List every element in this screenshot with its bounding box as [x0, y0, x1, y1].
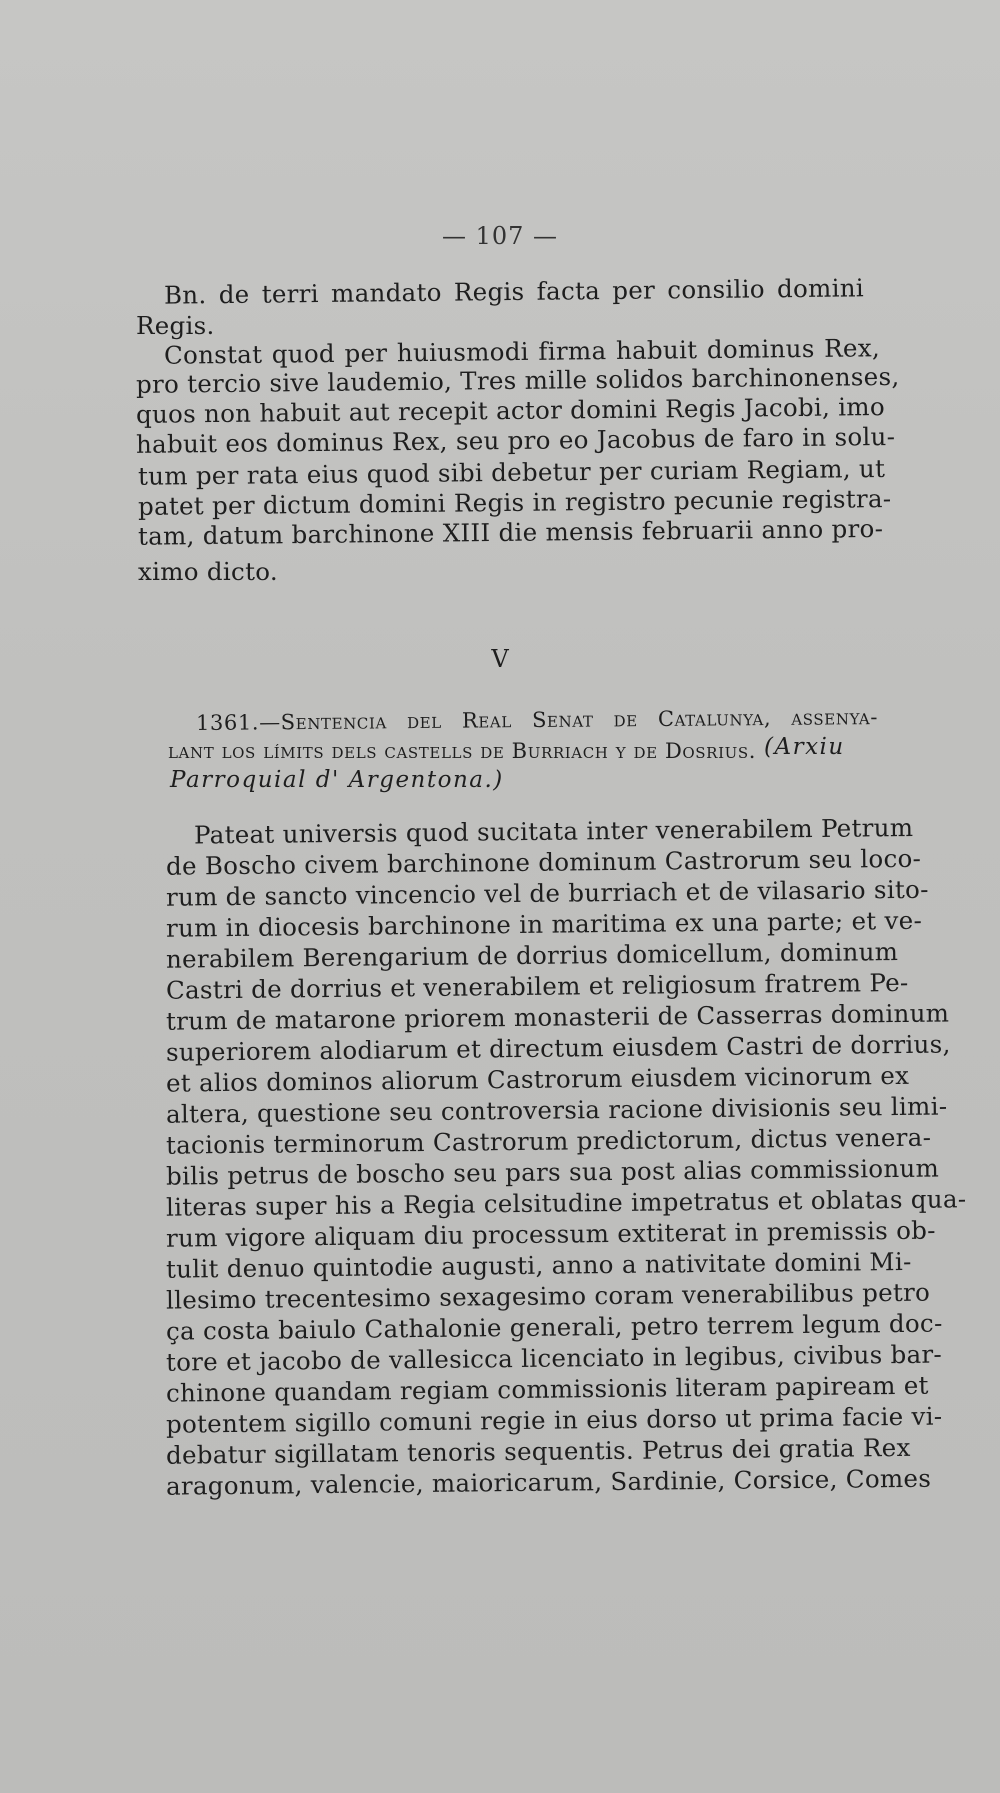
- text-line: aragonum, valencie, maioricarum, Sardinie, Corsice, Comes: [165, 1463, 932, 1501]
- text-line: Regis.: [136, 311, 215, 340]
- text-line: rum de sancto vincencio vel de burriach et de vilasario sito-: [165, 874, 929, 912]
- text-line: et alios dominos aliorum Castrorum eiusdem vicinorum ex: [165, 1060, 910, 1098]
- text-line: rum vigore aliquam diu processum extiterat in premissis ob-: [165, 1215, 936, 1253]
- text-line: bilis petrus de boscho seu pars sua post alias commissionum: [165, 1153, 940, 1191]
- heading-line: lant los límits dels castells de Burriach y de Dosrius.: [168, 739, 756, 763]
- text-line: patet per dictum domini Regis in registro pecunie registra-: [137, 483, 892, 521]
- text-line: ximo dicto.: [138, 557, 278, 586]
- text-line: nerabilem Berengarium de dorrius domicellum, dominum: [165, 937, 899, 974]
- text-line: altera, questione seu controversia racione divisionis seu limi-: [165, 1091, 948, 1129]
- text-line: superiorem alodiarum et directum eiusdem Castri de dorrius,: [165, 1029, 951, 1067]
- text-line: de Boscho civem barchinone dominum Castrorum seu loco-: [165, 843, 922, 881]
- text-line: trum de matarone priorem monasterii de Casserras dominum: [165, 998, 950, 1036]
- text-line: habuit eos dominus Rex, seu pro eo Jacobus de faro in solu-: [135, 421, 896, 459]
- text-line: chinone quandam regiam commissionis literam papiream et: [165, 1370, 929, 1408]
- text-line: tum per rata eius quod sibi debetur per curiam Regiam, ut: [137, 453, 886, 491]
- heading-source: Parroquial d' Argentona.): [170, 767, 504, 793]
- text-line: potentem sigillo comuni regie in eius dorso ut prima facie vi-: [165, 1401, 943, 1439]
- page-number: — 107 —: [441, 222, 559, 250]
- text-line: Constat quod per huiusmodi firma habuit dominus Rex,: [163, 333, 881, 370]
- text-line: debatur sigillatam tenoris sequentis. Petrus dei gratia Rex: [165, 1432, 911, 1470]
- text-line: tore et jacobo de vallesicca licenciato in legibus, civibus bar-: [165, 1339, 943, 1377]
- text-line: literas super his a Regia celsitudine impetratus et oblatas qua-: [165, 1184, 967, 1222]
- text-line: tulit denuo quintodie augusti, anno a nativitate domini Mi-: [165, 1246, 912, 1284]
- text-line: ça costa baiulo Cathalonie generali, petro terrem legum doc-: [165, 1308, 943, 1346]
- text-line: llesimo trecentesimo sexagesimo coram venerabilibus petro: [165, 1277, 931, 1315]
- heading-line: 1361.—Sentencia del Real Senat de Catalunya, assenya-: [195, 705, 879, 735]
- text-line: pro tercio sive laudemio, Tres mille solidos barchinonenses,: [135, 361, 900, 399]
- text-line: Pateat universis quod sucitata inter venerabilem Petrum: [193, 812, 914, 850]
- text-line: quos non habuit aut recepit actor domini Regis Jacobi, imo: [135, 392, 886, 429]
- text-line: Castri de dorrius et venerabilem et religiosum fratrem Pe-: [165, 967, 909, 1005]
- text-line: tam, datum barchinone XIII die mensis februarii anno pro-: [137, 513, 884, 551]
- section-number: V: [491, 645, 509, 673]
- text-line: Bn. de terri mandato Regis facta per consilio domini: [163, 273, 865, 310]
- text-line: tacionis terminorum Castrorum predictorum, dictus venera-: [165, 1122, 932, 1160]
- heading-source: (Arxiu: [764, 734, 845, 760]
- text-line: rum in diocesis barchinone in maritima ex una parte; et ve-: [165, 905, 923, 943]
